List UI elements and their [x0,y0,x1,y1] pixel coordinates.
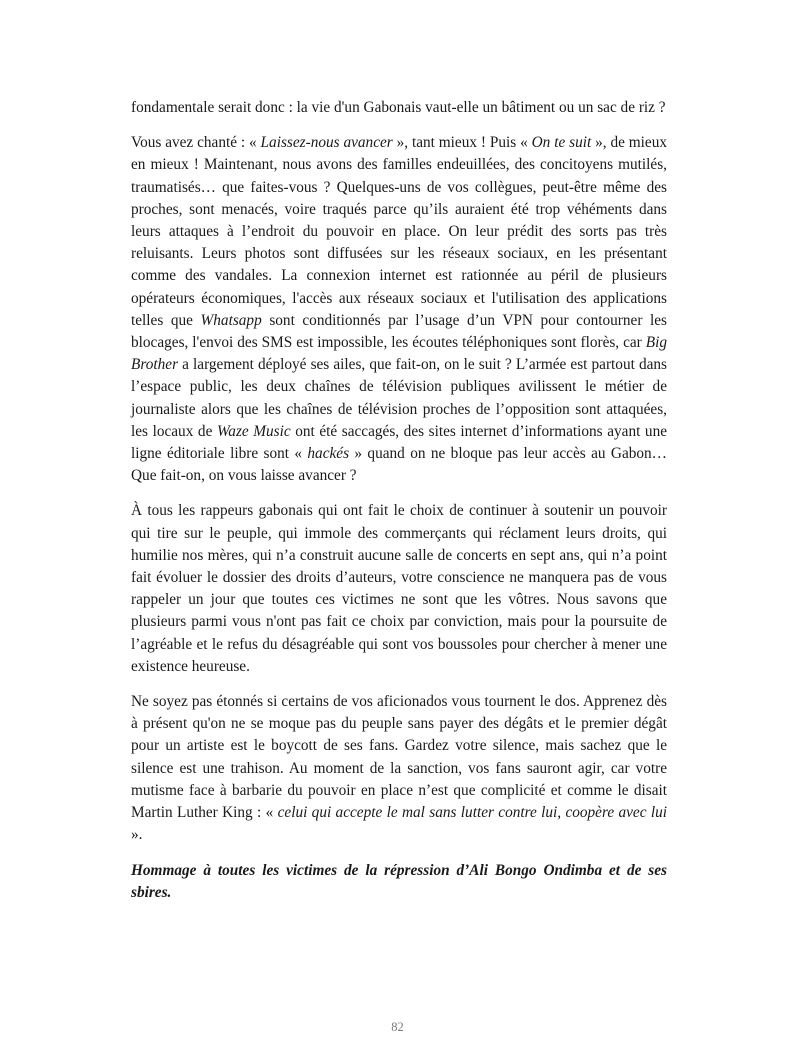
text-run: », de mieux en mieux ! Maintenant, nous avons des familles endeuillées, des concitoyens mutilés, traumatisés… que faites-vous ? Quelques-uns de vos collègues, peut-être même des proches, sont menacés, voire traqués parce qu’ils auraient été trop véhéments dans leurs attaques à l’endroit du pouvoir en place. On leur prédit des sorts pas très reluisants. Leurs photos sont diffusées sur les réseaux sociaux, en les présentant comme des vandales. La connexion internet est rationnée au péril de plusieurs opérateurs économiques, l'accès aux réseaux sociaux et l'utilisation des applications telles que [131,134,667,329]
paragraph-continuation [131,97,667,119]
tribute-text: Hommage à toutes les victimes de la répression d’Ali Bongo Ondimba et de ses sbires. [131,861,667,901]
text-run: sont conditionnés par l’usage d’un VPN pour contourner les blocages, l'envoi des SMS est impossible, les écoutes téléphoniques sont florès, car [131,311,667,352]
paragraph-rappeurs-gabonais [131,500,667,678]
paragraph-vous-avez-chante [131,132,667,487]
text-run: Vous avez chanté : « [131,134,261,152]
text-run: ont été saccagés, des sites internet d’informations ayant une ligne éditoriale libre sont « [131,422,668,463]
paragraph-text: fondamentale serait donc : la vie d'un Gabonais vaut-elle un bâtiment ou un sac de riz ? [131,99,666,116]
text-run: », tant mieux ! Puis « [392,134,532,152]
page-body [131,97,667,917]
italic-waze-music: Waze Music [216,422,291,440]
text-run: ». [131,826,143,844]
closing-tribute [131,860,667,904]
song-title-laissez-nous-avancer: Laissez-nous avancer [260,134,393,152]
quote-martin-luther-king: celui qui accepte le mal sans lutter contre lui, coopère avec lui [277,804,667,822]
paragraph-text: À tous les rappeurs gabonais qui ont fait le choix de continuer à soutenir un pouvoir qui tire sur le peuple, qui immole des commerçants qui réclament leurs droits, qui humilie nos mères, qui n’a construit aucune salle de concerts en sept ans, qui n’a point fait évoluer le dossier des droits d’auteurs, votre conscience ne manquera pas de vous rappeler un jour que toutes ces victimes ne sont que les vôtres. Nous savons que plusieurs parmi vous n'ont pas fait ce choix par conviction, mais pour la poursuite de l’agréable et le refus du désagréable qui sont vos boussoles pour chercher à mener une existence heureuse. [131,502,667,675]
text-run: a largement déployé ses ailes, que fait-on, on le suit ? L’armée est partout dans l’espace public, les deux chaînes de télévision publiques avilissent le métier de journaliste alors que les chaînes de télévision proches de l’opposition sont attaquées, les locaux de [131,356,667,440]
text-run: Ne soyez pas étonnés si certains de vos aficionados vous tournent le dos. Apprenez dès à présent qu'on ne se moque pas du peuple sans payer des dégâts et le premier dégât pour un artiste est le boycott de ses fans. Gardez votre silence, mais sachez que le silence est une trahison. Au moment de la sanction, vos fans sauront agir, car votre mutisme face à barbarie du pouvoir en place n’est que complicité et comme le disait Martin Luther King : « [131,693,667,822]
song-title-on-te-suit: On te suit [531,134,592,152]
italic-whatsapp: Whatsapp [200,311,262,329]
paragraph-aficionados [131,691,667,846]
text-run: » quand on ne bloque pas leur accès au Gabon… Que fait-on, on vous laisse avancer ? [131,445,667,485]
italic-hackes: hackés [307,445,350,463]
page-number: 82 [391,1020,404,1034]
italic-big-brother: Big Brother [131,334,667,374]
